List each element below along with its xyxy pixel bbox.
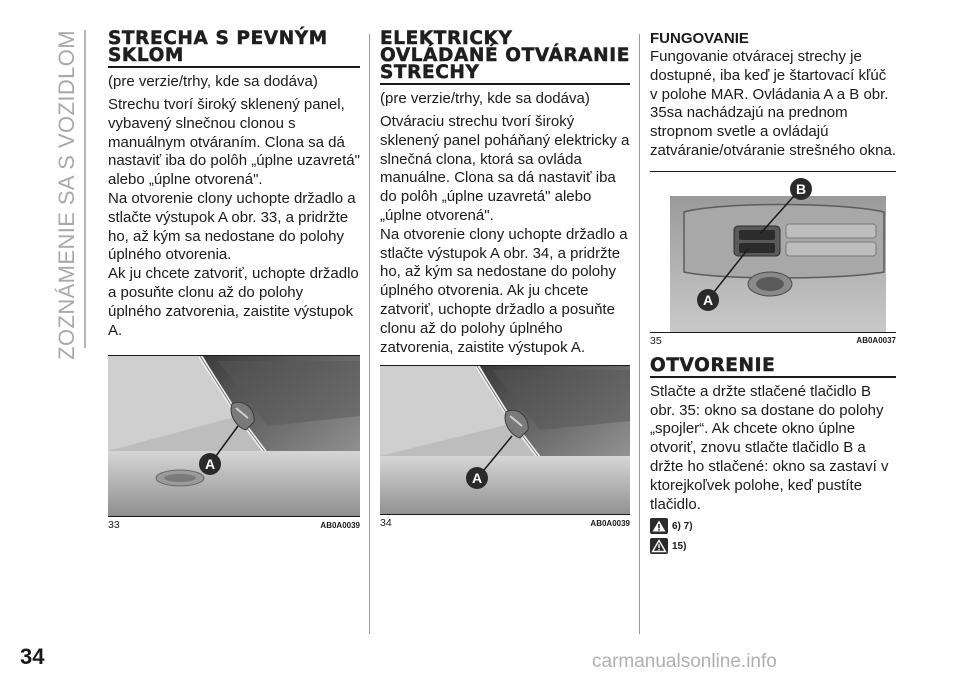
heading-rule (380, 83, 630, 85)
overhead-console-illustration (650, 172, 896, 332)
column-operation (650, 30, 896, 554)
warning-reference (650, 518, 896, 534)
section-heading: ELEKTRICKY OVLÁDANÉ OTVÁRANIE STRECHY (380, 28, 630, 83)
warning-reference-text: 6) 7) (672, 520, 693, 532)
switch-b (739, 230, 775, 240)
sunroof-handle-illustration (380, 366, 630, 514)
caution-icon (650, 538, 668, 554)
section-side-tab-text: ZOZNÁMENIE SA S VOZIDLOM (54, 30, 79, 360)
heading-rule (108, 66, 360, 68)
section-heading: OTVORENIE (650, 354, 776, 376)
section-subtitle: (pre verzie/trhy, kde sa dodáva) (108, 73, 318, 90)
figure-35 (650, 171, 896, 333)
sunroof-handle-illustration (108, 356, 360, 516)
figure-number: 33 (108, 519, 120, 532)
column-electric-sunroof (380, 30, 630, 531)
caution-reference (650, 538, 896, 554)
callout-a-label: A (204, 456, 216, 473)
figure-caption (380, 515, 630, 531)
figure-33 (108, 355, 360, 517)
side-tab-rule (84, 30, 86, 348)
section-subtitle: (pre verzie/trhy, kde sa dodáva) (380, 90, 590, 107)
figure-number: 34 (380, 517, 392, 530)
callout-a-label: A (702, 291, 714, 308)
section-side-tab (52, 30, 82, 360)
figure-number: 35 (650, 334, 662, 347)
figure-caption (650, 333, 896, 349)
callout-b-label: B (795, 180, 807, 197)
body-text: Stlačte a držte stlačené tlačidlo B obr. 35: okno sa dostane do polohy „spojler“. Ak chcete okno úplne otvoriť, znovu stlačte tlačidlo B a držte ho stlačené: okno sa zastaví v ktorejkoľvek polohe, keď pustíte tlačidlo. (650, 382, 889, 513)
column-divider (639, 34, 640, 634)
body-text: Fungovanie otváracej strechy je dostupné, iba keď je štartovací kľúč v polohe MAR. Ovládania A a B obr. 35sa nachádzajú na prednom stropnom svetle a ovládajú zatváranie/otváranie strešného okna. (650, 48, 896, 159)
figure-34 (380, 365, 630, 515)
figure-caption (108, 517, 360, 533)
figure-code: AB0A0037 (856, 336, 896, 346)
switch-a (739, 243, 775, 253)
watermark: carmanualsonline.info (592, 651, 777, 672)
section-heading: STRECHA S PEVNÝM SKLOM (108, 28, 328, 66)
caution-reference-text: 15) (672, 540, 687, 552)
page-number: 34 (20, 644, 45, 669)
operation-title: FUNGOVANIE (650, 30, 749, 47)
body-text: Strechu tvorí široký sklenený panel, vybavený slnečnou clonou s manuálnym otváraním. Clona sa dá nastaviť iba do polôh „úplne uzavretá" alebo „úplne otvorená". Na otvorenie clony uchopte držadlo a stlačte výstupok A obr. 33, a pridržte ho, až kým sa nedostane do polohy úplného otvorenia. Ak ju chcete zatvoriť, uchopte držadlo a posuňte clonu až do polohy úplného zatvorenia, zaistite výstupok A. (108, 96, 360, 339)
figure-code: AB0A0039 (320, 520, 360, 530)
callout-a-label: A (471, 470, 483, 487)
heading-rule (650, 376, 896, 378)
column-fixed-glass-roof (108, 30, 360, 533)
column-divider (369, 34, 370, 634)
warning-triangle-icon (650, 518, 668, 534)
figure-code: AB0A0039 (590, 518, 630, 528)
body-text: Otváraciu strechu tvorí široký sklenený panel poháňaný elektricky a slnečná clona, ktorá sa ovláda manuálne. Clona sa dá nastaviť iba do polôh „úplne uzavretá" alebo „úplne otvorená". Na otvorenie clony uchopte držadlo a stlačte výstupok A obr. 34, a pridržte ho, až kým sa nedostane do polohy úplného otvorenia. Ak ju chcete zatvoriť, uchopte držadlo a posuňte clonu až do polohy úplného zatvorenia, zaistite výstupok A. (380, 113, 630, 356)
